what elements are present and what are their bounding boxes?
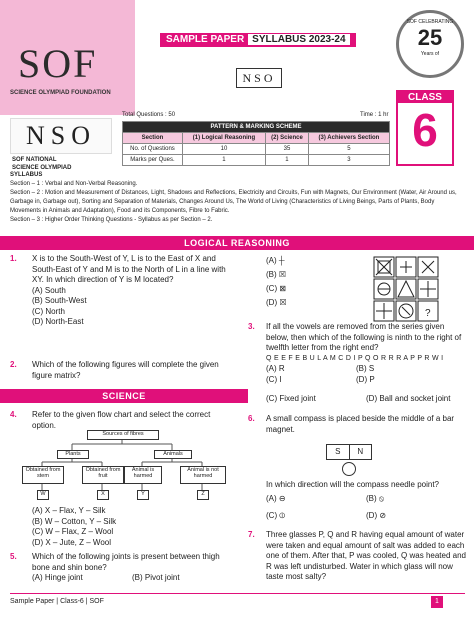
flow-not-harmed: Animal is not harmed	[180, 466, 226, 484]
option-d[interactable]: (D) ☒	[266, 298, 287, 307]
anniversary-badge	[396, 10, 464, 78]
option-b[interactable]: (B) ☒	[266, 270, 287, 279]
flow-y: Y	[137, 490, 149, 500]
svg-text:?: ?	[425, 308, 431, 319]
question-text: X is to the South-West of Y, L is to the East of X and South-East of Y and M is to the North of L in a line with XY. In which direction of Y is M located?	[32, 254, 226, 284]
q6-question: In which direction will the compass needle point?	[266, 480, 439, 489]
table-cell: 3	[308, 155, 389, 166]
compass-needle-icon: ⊘	[379, 510, 387, 520]
badge-sub-text: Years of	[420, 51, 440, 57]
option-b[interactable]: (B) W – Cotton, Y – Silk	[32, 516, 117, 526]
table-cell: 1	[182, 155, 265, 166]
marking-header: (1) Logical Reasoning	[182, 133, 265, 144]
question-3	[248, 322, 466, 385]
bar-magnet	[326, 444, 372, 460]
crossed-box-icon: ☒	[279, 298, 287, 307]
flow-harmed: Animal is harmed	[124, 466, 162, 484]
option-d[interactable]: (D) P	[356, 374, 375, 384]
letter-series: Q E E F E B U L A M C D I P Q O R R R A P P R W I	[266, 354, 444, 362]
question-4	[10, 410, 232, 431]
table-cell: Marks per Ques.	[123, 155, 183, 166]
class-number: 6	[412, 104, 438, 156]
question-number: 4.	[10, 410, 17, 419]
question-text: A small compass is placed beside the middle of a bar magnet.	[266, 414, 455, 434]
question-number: 6.	[248, 414, 255, 423]
option-c[interactable]: (C) ⊠	[266, 284, 287, 293]
question-text: Which of the following joints is present between thigh bone and shin bone?	[32, 552, 220, 572]
option-b[interactable]: (B) Pivot joint	[132, 573, 180, 582]
question-text: Three glasses P, Q and R having equal amount of water were taken and equal amount of salt was added to each one of them. After that, P was cooled, Q was heated and R was left undisturbed. Water in which glass will now taste most salty?	[266, 530, 466, 581]
compass-icon	[342, 462, 356, 476]
magnet-north: N	[357, 447, 364, 456]
question-1	[10, 254, 232, 328]
q4-options	[32, 506, 232, 548]
question-6	[248, 414, 466, 435]
marking-header: (3) Achievers Section	[308, 133, 389, 144]
nso-caption	[12, 156, 71, 172]
banner-right: SYLLABUS 2023-24	[248, 34, 349, 45]
marking-header: (2) Science	[266, 133, 309, 144]
crossed-box-icon: ⊠	[279, 284, 287, 293]
q5-options-cont	[266, 394, 466, 405]
time-allowed: Time : 1 hr	[360, 112, 389, 118]
figure-matrix	[373, 256, 439, 322]
q2-options	[266, 256, 326, 312]
syllabus-title: SYLLABUS	[10, 172, 43, 178]
plus-icon: ┼	[278, 256, 285, 265]
table-cell: 5	[308, 144, 389, 155]
crossed-box-icon: ☒	[278, 270, 287, 279]
page-number: 1	[431, 596, 443, 608]
class-box	[396, 90, 454, 166]
sof-logo: SOF	[18, 41, 98, 86]
magnet-south: S	[327, 445, 350, 459]
question-2	[10, 360, 232, 381]
question-7	[248, 530, 466, 583]
badge-top-text: SOF CELEBRATING	[406, 19, 454, 25]
class-label: CLASS	[398, 92, 452, 103]
q6-options	[266, 494, 466, 521]
syllabus-section-1: Section – 1 : Verbal and Non-Verbal Reasoning.	[10, 181, 138, 187]
syllabus-section-2: Section – 2 : Motion and Measurement of Distances, Light, Shadows and Reflections, Electricity and Circuits, Fun with Magnets, Our Environment (Water, Air Around us, Garbage in, Garbage out), Sorting and Separation of Materials, Changes Around Us, The World of Living (Characteristics of Living Beings, Parts of Plants, Body Movements in Animals and Adaptation), Food and its Components, Fibre to Fabric.	[10, 190, 457, 214]
nso-small-logo: NSO	[236, 68, 282, 88]
option-b[interactable]: (B) ⦸	[366, 494, 385, 503]
footer-text: Sample Paper | Class-6 | SOF	[10, 598, 104, 605]
option-c[interactable]: (C) I	[266, 374, 282, 384]
table-cell: No. of Questions	[123, 144, 183, 155]
flow-stem: Obtained from stem	[22, 466, 64, 484]
total-questions: Total Questions : 50	[122, 112, 176, 118]
marking-scheme-table	[122, 121, 390, 166]
option-a[interactable]: (A) ⊖	[266, 494, 286, 503]
table-row	[123, 155, 390, 166]
table-cell: 10	[182, 144, 265, 155]
nso-logo: NSO	[10, 118, 112, 154]
option-a[interactable]: (A) R	[266, 364, 285, 373]
section-bar-science: SCIENCE	[0, 389, 248, 403]
option-d[interactable]: (D) ⊘	[366, 510, 387, 520]
flow-root: Sources of fibres	[87, 430, 159, 440]
syllabus-section-3: Section – 3 : Higher Order Thinking Questions - Syllabus as per Section – 2.	[10, 217, 213, 223]
question-text: If all the vowels are removed from the series given below, then which of the following is ninth to the right of twelfth letter from the right end?	[266, 322, 462, 352]
question-number: 5.	[10, 552, 17, 561]
table-cell: 1	[266, 155, 309, 166]
option-d[interactable]: (D) Ball and socket joint	[366, 394, 451, 403]
compass-needle-icon: ⦶	[279, 510, 286, 520]
option-a[interactable]: (A) X – Flax, Y – Silk	[32, 506, 106, 515]
fibre-flow-chart	[20, 430, 225, 510]
flow-w: W	[37, 490, 49, 500]
question-number: 3.	[248, 322, 255, 331]
option-c[interactable]: (C) North	[32, 306, 65, 316]
question-text: Refer to the given flow chart and select the correct option.	[32, 410, 211, 430]
option-a[interactable]: (A) Hinge joint	[32, 573, 83, 582]
option-d[interactable]: (D) North-East	[32, 317, 84, 326]
question-5	[10, 552, 232, 584]
question-number: 7.	[248, 530, 255, 539]
marking-header: Section	[123, 133, 183, 144]
table-row	[123, 144, 390, 155]
nso-caption-line1: SOF NATIONAL	[12, 157, 57, 163]
option-a[interactable]: (A) ┼	[266, 256, 285, 265]
question-text: Which of the following figures will complete the given figure matrix?	[32, 360, 219, 380]
question-number: 1.	[10, 254, 17, 263]
question-number: 2.	[10, 360, 17, 369]
compass-needle-icon: ⊖	[278, 494, 286, 503]
option-d[interactable]: (D) X – Jute, Z – Wool	[32, 537, 111, 547]
flow-fruit: Obtained from fruit	[82, 466, 124, 484]
sample-paper-banner	[160, 33, 356, 47]
marking-table-title: PATTERN & MARKING SCHEME	[123, 122, 390, 133]
banner-left: SAMPLE PAPER	[166, 34, 245, 45]
sof-logo-subtitle: SCIENCE OLYMPIAD FOUNDATION	[10, 90, 111, 96]
table-cell: 35	[266, 144, 309, 155]
flow-animals: Animals	[154, 450, 192, 459]
section-bar-logical: LOGICAL REASONING	[0, 236, 474, 250]
option-c[interactable]: (C) ⦶	[266, 510, 286, 520]
option-b[interactable]: (B) South-West	[32, 296, 87, 305]
option-b[interactable]: (B) S	[356, 364, 375, 373]
option-a[interactable]: (A) South	[32, 285, 66, 295]
option-c[interactable]: (C) Fixed joint	[266, 394, 316, 403]
flow-x: X	[97, 490, 109, 500]
flow-plants: Plants	[57, 450, 89, 459]
flow-z: Z	[197, 490, 209, 500]
option-c[interactable]: (C) W – Flax, Z – Wool	[32, 527, 114, 536]
badge-number: 25	[417, 25, 443, 50]
syllabus	[10, 171, 465, 225]
nso-caption-line2: SCIENCE OLYMPIAD	[12, 165, 72, 171]
compass-needle-icon: ⦸	[378, 494, 385, 503]
figure-matrix-svg	[373, 256, 439, 322]
footer-rule	[10, 593, 465, 594]
